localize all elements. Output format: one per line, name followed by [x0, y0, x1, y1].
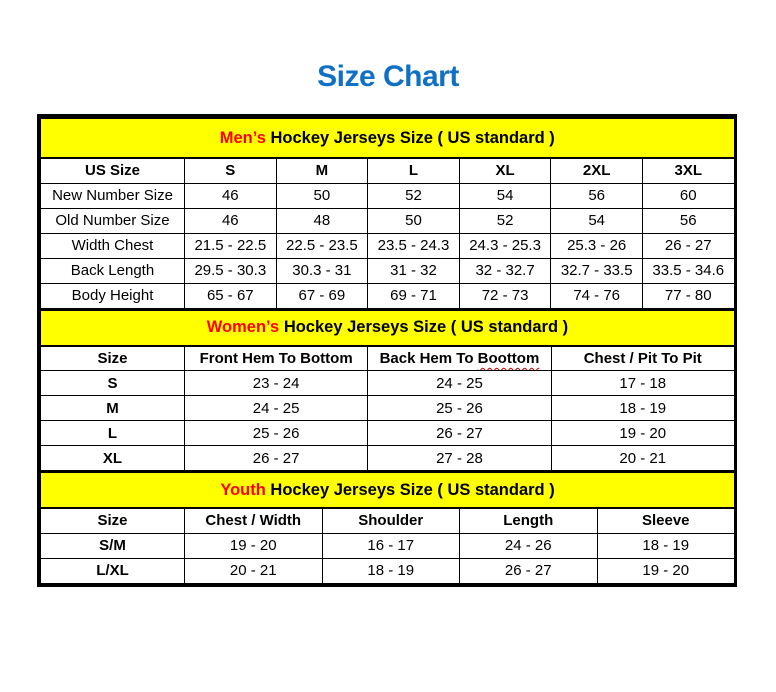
table-row — [41, 396, 735, 421]
size-value: 26 - 27 — [642, 233, 734, 258]
misspelled-word: Boottom — [477, 349, 540, 367]
size-value: 19 - 20 — [551, 421, 734, 446]
mens-section-band — [41, 118, 735, 158]
size-value: 23 - 24 — [185, 371, 368, 396]
size-value: 72 - 73 — [459, 283, 551, 308]
column-header: Chest / Pit To Pit — [551, 346, 734, 371]
size-value: 24 - 25 — [185, 396, 368, 421]
size-value: 18 - 19 — [551, 396, 734, 421]
size-value: 54 — [459, 183, 551, 208]
womens-section-title — [41, 310, 735, 346]
size-value: 20 - 21 — [185, 558, 323, 583]
table-row — [41, 533, 735, 558]
size-value: 54 — [551, 208, 643, 233]
size-value: 21.5 - 22.5 — [185, 233, 277, 258]
column-header: 3XL — [642, 158, 734, 183]
column-header: Size — [41, 346, 185, 371]
column-header: Front Hem To Bottom — [185, 346, 368, 371]
page-title: Size Chart — [317, 60, 459, 93]
size-value: 46 — [185, 208, 277, 233]
size-chart — [37, 114, 737, 587]
size-value: 16 - 17 — [322, 533, 460, 558]
table-row — [41, 283, 735, 308]
table-row — [41, 258, 735, 283]
column-header: Sleeve — [597, 508, 735, 533]
size-value: 32 - 32.7 — [459, 258, 551, 283]
row-label: XL — [41, 446, 185, 471]
row-label: Old Number Size — [41, 208, 185, 233]
row-label: Back Length — [41, 258, 185, 283]
size-value: 24 - 26 — [460, 533, 598, 558]
row-label: M — [41, 396, 185, 421]
size-value: 77 - 80 — [642, 283, 734, 308]
size-value: 30.3 - 31 — [276, 258, 368, 283]
column-header: L — [368, 158, 460, 183]
table-row — [41, 208, 735, 233]
size-value: 52 — [459, 208, 551, 233]
size-value: 18 - 19 — [322, 558, 460, 583]
size-value: 56 — [551, 183, 643, 208]
size-value: 26 - 27 — [460, 558, 598, 583]
size-value: 27 - 28 — [368, 446, 551, 471]
size-value: 74 - 76 — [551, 283, 643, 308]
table-row — [41, 233, 735, 258]
womens-title-highlight: Women’s — [206, 318, 280, 336]
table-row — [41, 371, 735, 396]
table-row — [41, 558, 735, 583]
size-value: 25.3 - 26 — [551, 233, 643, 258]
row-label: Width Chest — [41, 233, 185, 258]
row-label: S/M — [41, 533, 185, 558]
size-value: 26 - 27 — [368, 421, 551, 446]
size-value: 25 - 26 — [185, 421, 368, 446]
size-value: 56 — [642, 208, 734, 233]
youth-size-table — [40, 471, 735, 584]
mens-title-highlight: Men’s — [219, 128, 266, 147]
size-value: 52 — [368, 183, 460, 208]
size-value: 50 — [368, 208, 460, 233]
size-value: 32.7 - 33.5 — [551, 258, 643, 283]
womens-size-table — [40, 309, 735, 472]
column-header: XL — [459, 158, 551, 183]
size-value: 50 — [276, 183, 368, 208]
womens-title-rest: Hockey Jerseys Size ( US standard ) — [283, 318, 569, 336]
row-label: S — [41, 371, 185, 396]
youth-title-highlight: Youth — [220, 480, 266, 499]
row-label: Body Height — [41, 283, 185, 308]
womens-header-row — [41, 346, 735, 371]
mens-header-row — [41, 158, 735, 183]
womens-section-band — [41, 310, 735, 346]
size-value: 31 - 32 — [368, 258, 460, 283]
size-value: 48 — [276, 208, 368, 233]
row-label: L/XL — [41, 558, 185, 583]
column-header: Length — [460, 508, 598, 533]
size-value: 25 - 26 — [368, 396, 551, 421]
column-header: M — [276, 158, 368, 183]
size-value: 24 - 25 — [368, 371, 551, 396]
youth-section-band — [41, 472, 735, 508]
size-value: 69 - 71 — [368, 283, 460, 308]
table-row — [41, 183, 735, 208]
size-value: 19 - 20 — [185, 533, 323, 558]
column-header: Shoulder — [322, 508, 460, 533]
size-value: 20 - 21 — [551, 446, 734, 471]
column-header: S — [185, 158, 277, 183]
size-value: 65 - 67 — [185, 283, 277, 308]
size-value: 18 - 19 — [597, 533, 735, 558]
size-value: 46 — [185, 183, 277, 208]
size-value: 29.5 - 30.3 — [185, 258, 277, 283]
mens-size-table — [40, 117, 735, 309]
column-header: US Size — [41, 158, 185, 183]
table-row — [41, 421, 735, 446]
mens-section-title — [41, 118, 735, 158]
size-value: 60 — [642, 183, 734, 208]
column-header: Size — [41, 508, 185, 533]
column-header: 2XL — [551, 158, 643, 183]
size-value: 22.5 - 23.5 — [276, 233, 368, 258]
column-header: Chest / Width — [185, 508, 323, 533]
size-value: 26 - 27 — [185, 446, 368, 471]
mens-title-rest: Hockey Jerseys Size ( US standard ) — [270, 128, 555, 147]
column-header-text: Back Hem To — [379, 349, 474, 367]
size-value: 23.5 - 24.3 — [368, 233, 460, 258]
size-value: 17 - 18 — [551, 371, 734, 396]
size-value: 24.3 - 25.3 — [459, 233, 551, 258]
column-header — [368, 346, 551, 371]
youth-section-title — [41, 472, 735, 508]
size-value: 67 - 69 — [276, 283, 368, 308]
size-value: 19 - 20 — [597, 558, 735, 583]
size-value: 33.5 - 34.6 — [642, 258, 734, 283]
row-label: New Number Size — [41, 183, 185, 208]
youth-title-rest: Hockey Jerseys Size ( US standard ) — [270, 480, 555, 499]
row-label: L — [41, 421, 185, 446]
table-row — [41, 446, 735, 471]
youth-header-row — [41, 508, 735, 533]
